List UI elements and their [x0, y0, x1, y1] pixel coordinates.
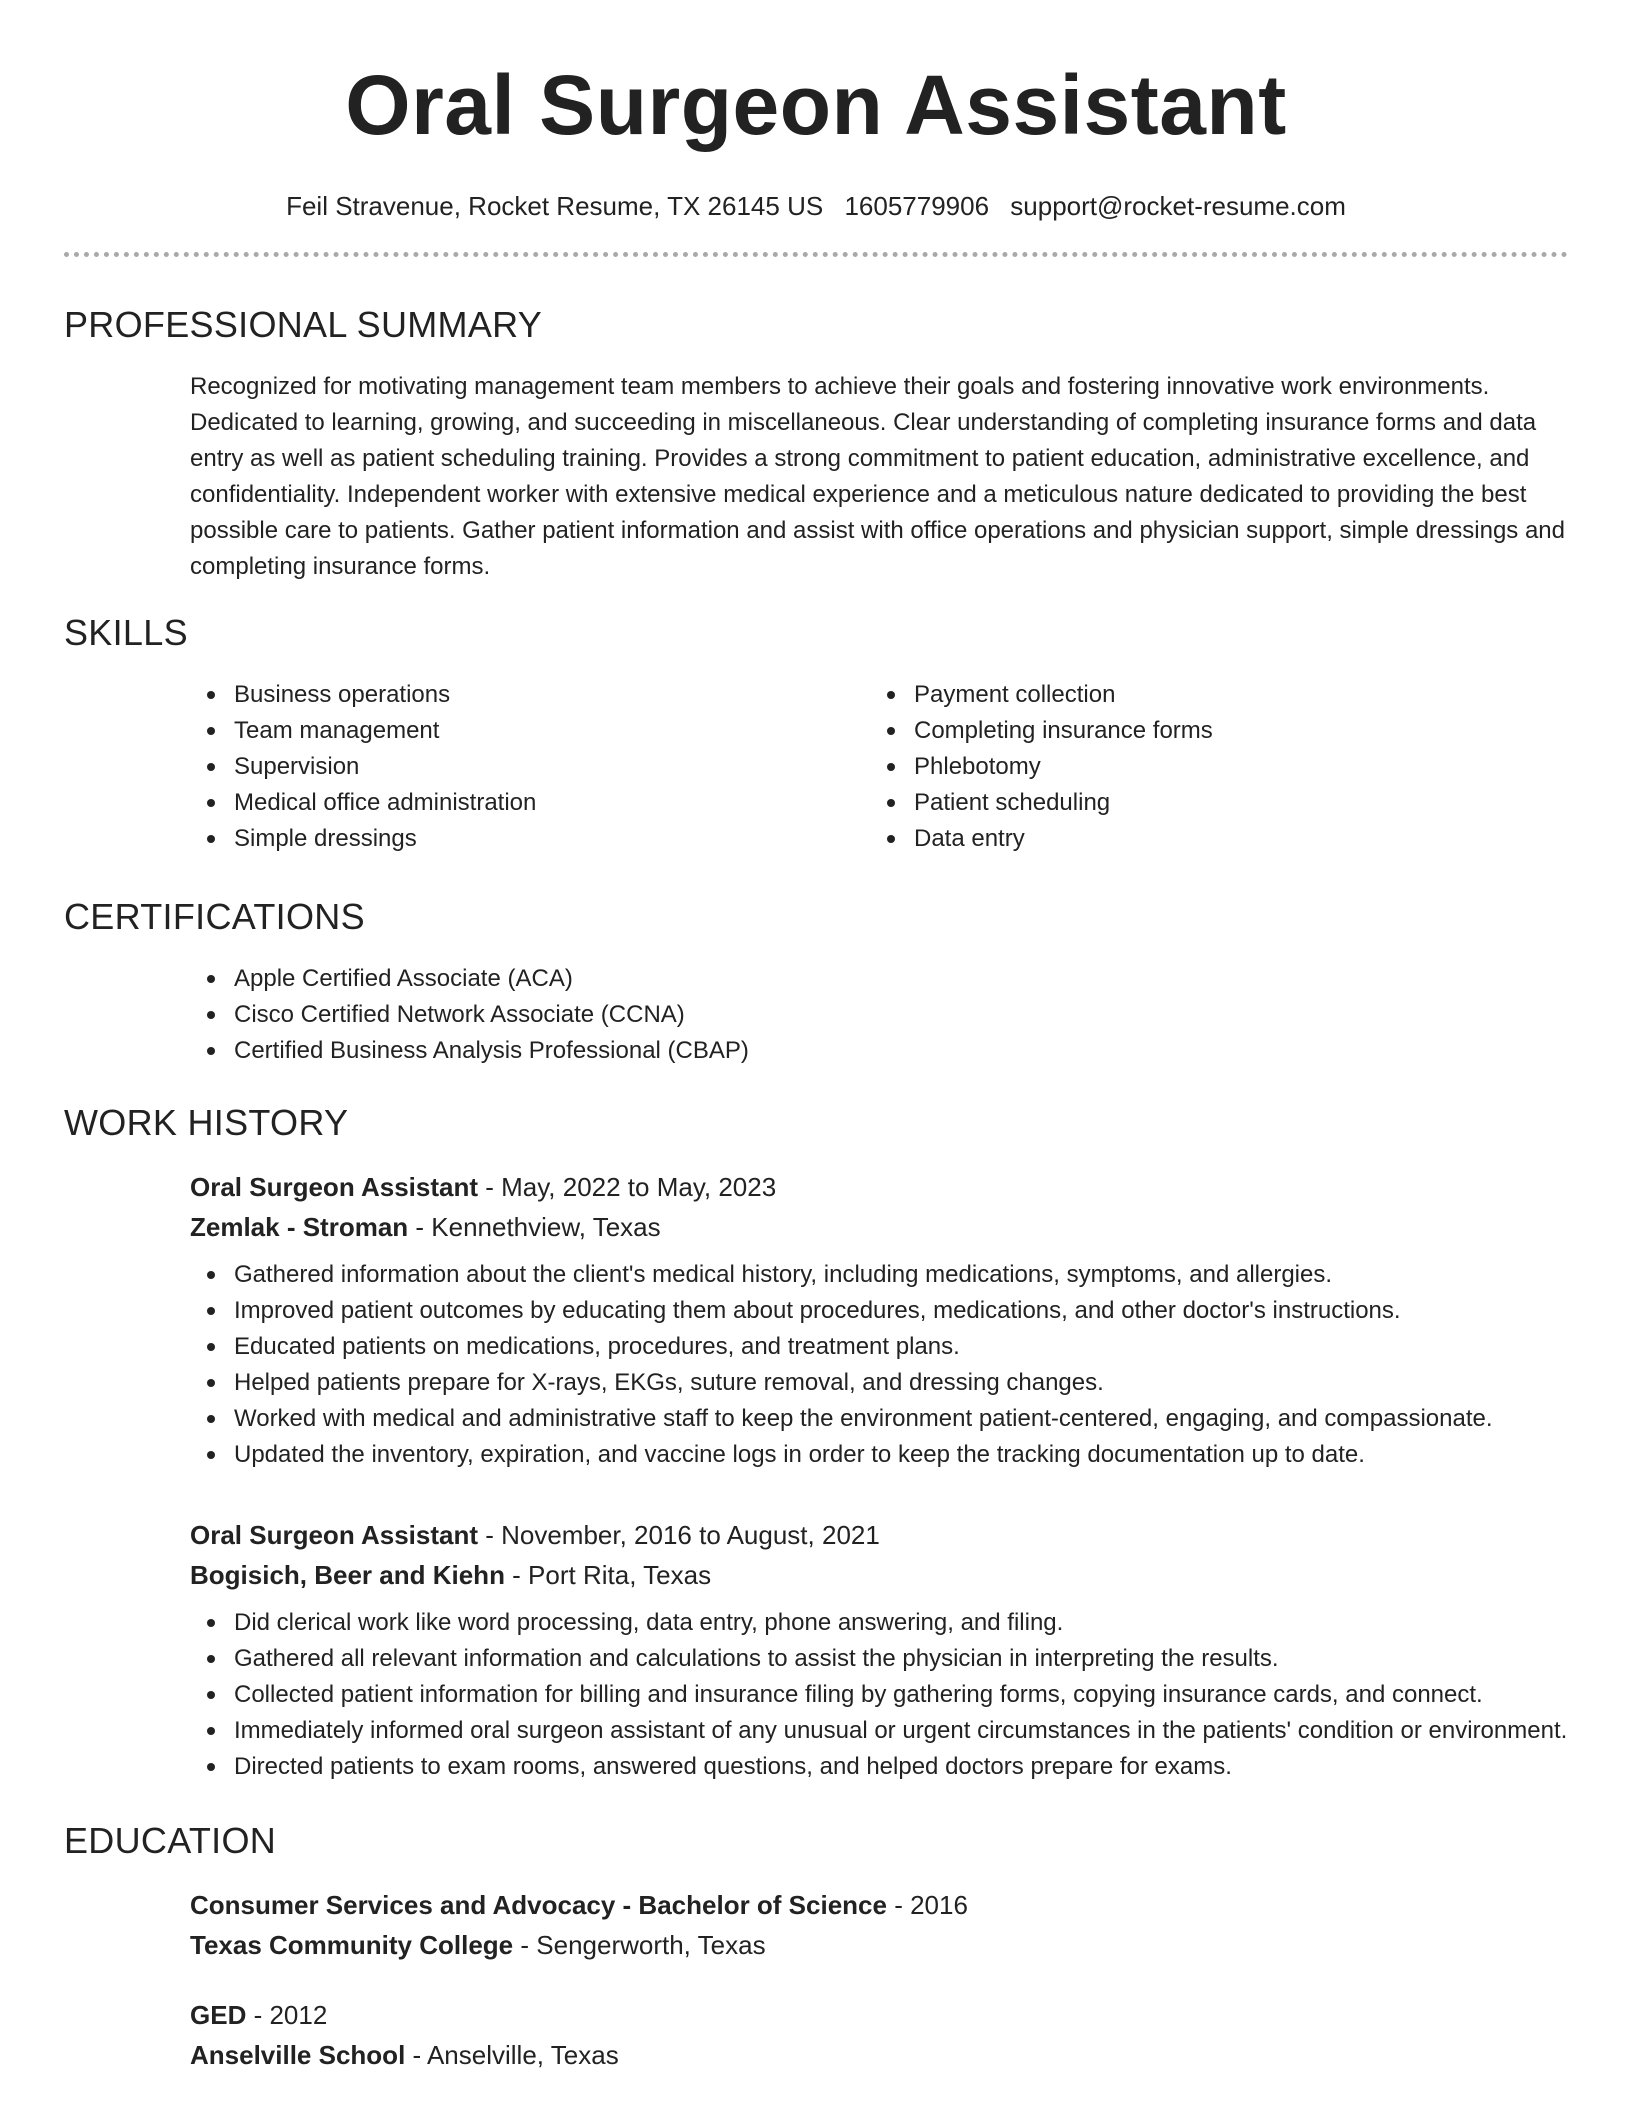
certification-item: Cisco Certified Network Associate (CCNA): [190, 997, 1568, 1033]
skill-item: Patient scheduling: [870, 785, 1550, 821]
job-duty: Educated patients on medications, procedures, and treatment plans.: [190, 1329, 1568, 1365]
resume-name: Oral Surgeon Assistant: [345, 58, 1287, 152]
job-company-line: [190, 1207, 1568, 1247]
job-title-line: [190, 1167, 1568, 1207]
skill-item: Simple dressings: [190, 821, 870, 857]
degree-line: [190, 1885, 1568, 1925]
certification-item: Certified Business Analysis Professional (CBAP): [190, 1033, 1568, 1069]
skill-item: Phlebotomy: [870, 749, 1550, 785]
job-title: Oral Surgeon Assistant: [190, 1520, 478, 1550]
job-duty: Worked with medical and administrative staff to keep the environment patient-centered, engaging, and compassionate.: [190, 1401, 1568, 1437]
job-location: - Port Rita, Texas: [504, 1560, 712, 1590]
education-entry: [64, 1885, 1568, 1965]
certifications-list: [64, 961, 1568, 1069]
section-title-work-history: WORK HISTORY: [64, 1102, 349, 1143]
job-duty: Helped patients prepare for X-rays, EKGs, suture removal, and dressing changes.: [190, 1365, 1568, 1401]
certification-item: Apple Certified Associate (ACA): [190, 961, 1568, 997]
summary-text: Recognized for motivating management team members to achieve their goals and fostering innovative work environments. Dedicated to learning, growing, and succeeding in miscellaneous. Clear understanding of completing insurance forms and data entry as well as patient scheduling training. Provides a strong commitment to patient education, administrative excellence, and confidentiality. Independent worker with extensive medical experience and a meticulous nature dedicated to providing the best possible care to patients. Gather patient information and assist with office operations and physician support, simple dressings and completing insurance forms.: [190, 373, 1565, 580]
contact-phone: 1605779906: [844, 191, 990, 221]
job-location: - Kennethview, Texas: [408, 1212, 661, 1242]
degree-year: - 2016: [886, 1890, 968, 1920]
school-line: [190, 2035, 1568, 2075]
job-duty: Immediately informed oral surgeon assistant of any unusual or urgent circumstances in the patients' condition or environment.: [190, 1713, 1568, 1749]
skill-item: Payment collection: [870, 677, 1550, 713]
school-name: Anselville School: [190, 2040, 406, 2070]
job-company: Bogisich, Beer and Kiehn: [190, 1560, 505, 1590]
school-name: Texas Community College: [190, 1930, 514, 1960]
job-duty: Gathered information about the client's medical history, including medications, symptoms, and allergies.: [190, 1257, 1568, 1293]
skills-column-right: [870, 677, 1550, 857]
skill-item: Medical office administration: [190, 785, 870, 821]
skill-item: Supervision: [190, 749, 870, 785]
job-duties-list: [190, 1605, 1568, 1785]
section-title-skills: SKILLS: [64, 612, 188, 653]
job-title-line: [190, 1515, 1568, 1555]
contact-address: Feil Stravenue, Rocket Resume, TX 26145 US: [286, 191, 824, 221]
skill-item: Business operations: [190, 677, 870, 713]
job-duty: Gathered all relevant information and calculations to assist the physician in interpreting the results.: [190, 1641, 1568, 1677]
skills-column-left: [190, 677, 870, 857]
school-location: - Sengerworth, Texas: [513, 1930, 766, 1960]
skill-item: Completing insurance forms: [870, 713, 1550, 749]
section-title-summary: PROFESSIONAL SUMMARY: [64, 304, 543, 345]
section-title-education: EDUCATION: [64, 1820, 277, 1861]
section-title-certifications: CERTIFICATIONS: [64, 896, 365, 937]
header-divider: [64, 252, 1568, 257]
degree-line: [190, 1995, 1568, 2035]
job-title: Oral Surgeon Assistant: [190, 1172, 478, 1202]
degree-name: Consumer Services and Advocacy - Bachelor of Science: [190, 1890, 887, 1920]
job-company-line: [190, 1555, 1568, 1595]
school-location: - Anselville, Texas: [405, 2040, 619, 2070]
degree-year: - 2012: [246, 2000, 328, 2030]
job-duty: Improved patient outcomes by educating them about procedures, medications, and other doctor's instructions.: [190, 1293, 1568, 1329]
job-dates: - May, 2022 to May, 2023: [478, 1172, 777, 1202]
skills-list: [64, 677, 1568, 857]
job-duty: Directed patients to exam rooms, answered questions, and helped doctors prepare for exams.: [190, 1749, 1568, 1785]
job-duty: Updated the inventory, expiration, and vaccine logs in order to keep the tracking documentation up to date.: [190, 1437, 1568, 1473]
school-line: [190, 1925, 1568, 1965]
job-company: Zemlak - Stroman: [190, 1212, 409, 1242]
job-duties-list: [190, 1257, 1568, 1473]
job-duty: Did clerical work like word processing, data entry, phone answering, and filing.: [190, 1605, 1568, 1641]
skill-item: Data entry: [870, 821, 1550, 857]
job-dates: - November, 2016 to August, 2021: [478, 1520, 880, 1550]
skill-item: Team management: [190, 713, 870, 749]
job-entry: [64, 1515, 1568, 1785]
degree-name: GED: [190, 2000, 247, 2030]
contact-email: support@rocket-resume.com: [1010, 191, 1346, 221]
job-entry: [64, 1167, 1568, 1473]
job-duty: Collected patient information for billing and insurance filing by gathering forms, copying insurance cards, and connect.: [190, 1677, 1568, 1713]
contact-line: [64, 190, 1568, 222]
education-entry: [64, 1995, 1568, 2075]
